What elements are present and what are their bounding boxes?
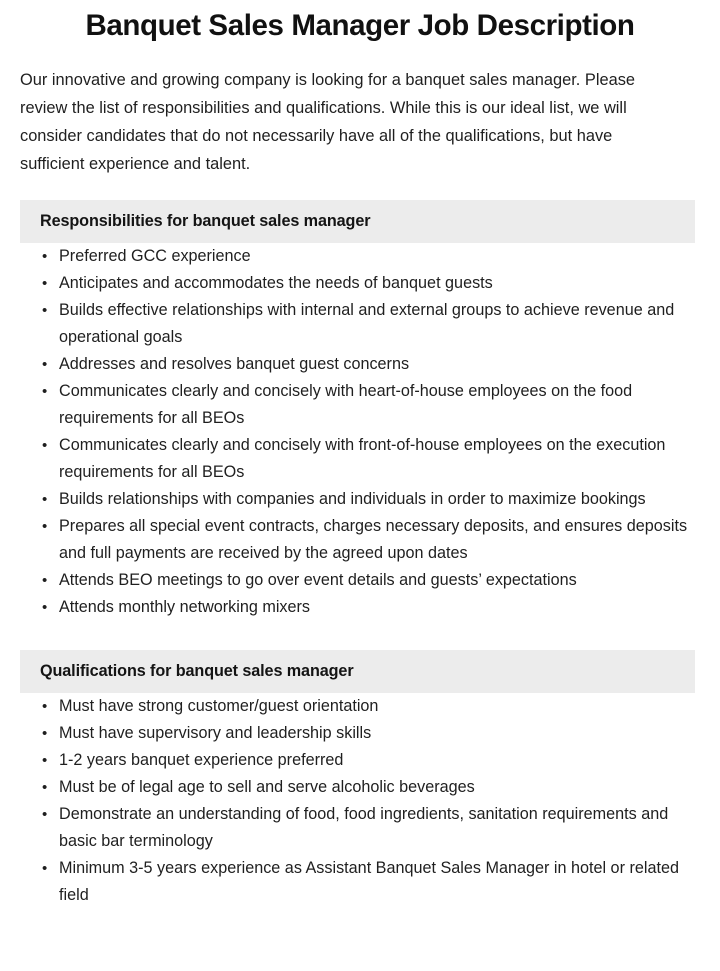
spacer-before-responsibilities-band	[0, 178, 720, 200]
qualifications-section-header	[20, 650, 695, 693]
intro-paragraph: Our innovative and growing company is looking for a banquet sales manager. Please review the list of responsibilities and qualifications. While this is our ideal list, we will consider candidates that do not necessarily have all of the qualifications, but have sufficient experience and talent.	[20, 71, 636, 173]
qualifications-list	[0, 693, 720, 909]
list-item: • 1-2 years banquet experience preferred	[0, 747, 720, 774]
list-item: • Prepares all special event contracts, charges necessary deposits, and ensures deposits and full payments are received by the agreed upon dates	[0, 513, 720, 567]
list-item: • Anticipates and accommodates the needs of banquet guests	[0, 270, 720, 297]
list-item: • Communicates clearly and concisely with heart-of-house employees on the food requirements for all BEOs	[0, 378, 720, 432]
list-item: • Builds effective relationships with internal and external groups to achieve revenue and operational goals	[0, 297, 720, 351]
qualifications-heading: Qualifications for banquet sales manager	[40, 662, 354, 680]
responsibilities-list	[0, 243, 720, 621]
list-item: • Must be of legal age to sell and serve alcoholic beverages	[0, 774, 720, 801]
list-item: • Must have supervisory and leadership skills	[0, 720, 720, 747]
page-title: Banquet Sales Manager Job Description	[85, 9, 635, 42]
list-item: • Addresses and resolves banquet guest concerns	[0, 351, 720, 378]
list-item: • Attends monthly networking mixers	[0, 594, 720, 621]
responsibilities-section-header	[20, 200, 695, 243]
spacer-before-qualifications-band	[0, 621, 720, 650]
responsibilities-heading: Responsibilities for banquet sales manager	[40, 212, 371, 230]
list-item: • Demonstrate an understanding of food, food ingredients, sanitation requirements and basic bar terminology	[0, 801, 720, 855]
list-item: • Builds relationships with companies and individuals in order to maximize bookings	[0, 486, 720, 513]
list-item: • Attends BEO meetings to go over event details and guests’ expectations	[0, 567, 720, 594]
list-item: • Minimum 3-5 years experience as Assistant Banquet Sales Manager in hotel or related field	[0, 855, 720, 909]
list-item: • Preferred GCC experience	[0, 243, 720, 270]
list-item: • Must have strong customer/guest orientation	[0, 693, 720, 720]
list-item: • Communicates clearly and concisely with front-of-house employees on the execution requirements for all BEOs	[0, 432, 720, 486]
